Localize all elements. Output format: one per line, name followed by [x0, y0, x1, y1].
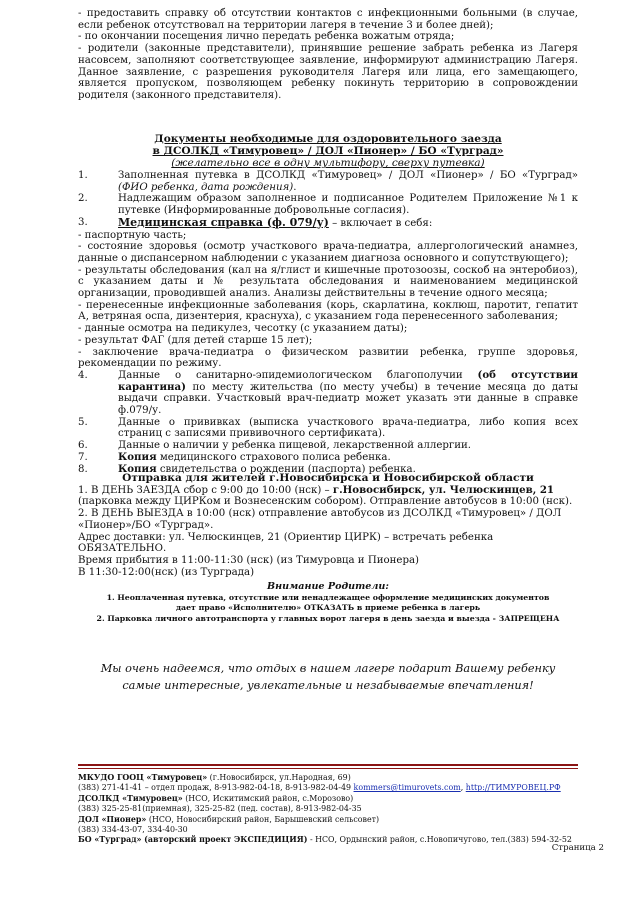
- attention-item: дает право «Исполнителю» ОТКАЗАТЬ в приеме ребенка в лагерь: [175, 603, 481, 612]
- closing-message: [78, 660, 578, 694]
- list-item: 3. Медицинская справка (ф. 079/у) – включает в себя:: [78, 215, 433, 229]
- footer-line: ДСОЛКД «Тимуровец» (НСО, Искитимский район, с.Морозово): [78, 793, 354, 803]
- departure-line: Время прибытия в 11:00-11:30 (нск) (из Тимуровца и Пионера): [78, 554, 420, 566]
- documents-heading: [78, 133, 578, 170]
- med-line: - перенесенные инфекционные заболевания (корь, скарлатина, коклюш, паротит, гепатит А, ветряная оспа, дизентерия, краснуха), с указанием года перенесенного заболевания;: [78, 299, 578, 323]
- attention-heading: Внимание Родители:: [267, 581, 389, 592]
- departure-line: В 11:30-12:00(нск) (из Турграда): [78, 566, 255, 578]
- departure-line: 2. В ДЕНЬ ВЫЕЗДА в 10:00 (нск) отправление автобусов из ДСОЛКД «Тимуровец» / ДОЛ «Пионер»/БО «Турград».: [78, 508, 562, 531]
- website-link[interactable]: http://ТИМУРОВЕЦ.РФ: [465, 783, 561, 793]
- list-item: 5. Данные о прививках (выписка участкового врача-педиатра, либо копия всех страниц с записями прививочного сертификата).: [78, 416, 578, 440]
- list-item: 4. Данные о санитарно-эпидемиологическом благополучии (об отсутствии карантина) по месту жительства (по месту учебы) в течение месяца до даты выдачи справки. Участковый врач-педиатр может указать эти данные в справке ф.079/у.: [78, 368, 578, 417]
- departure-section: [78, 473, 578, 578]
- footer-line: БО «Турград» (авторский проект ЭКСПЕДИЦИЯ) - НСО, Ордынский район, с.Новопичугово, тел.(383) 594-32-52: [78, 835, 572, 845]
- departure-line: Адрес доставки: ул. Челюскинцев, 21 (Ориентир ЦИРК) – встречать ребенка ОБЯЗАТЕЛЬНО.: [78, 531, 494, 555]
- list-item: 6. Данные о наличии у ребенка пищевой, лекарственной аллергии.: [78, 440, 472, 452]
- med-line: - состояние здоровья (осмотр участкового врача-педиатра, аллергологический анамнез, данные о диспансерном наблюдении с указанием диагноза основного и сопутствующего);: [78, 241, 578, 264]
- footer-divider: [78, 768, 578, 769]
- attention-item: 1. Неоплаченная путевка, отсутствие или ненадлежащее оформление медицинских документов: [106, 592, 550, 602]
- intro-paragraph: - родители (законные представители), принявшие решение забрать ребенка из Лагеря насовсем, заполняют соответствующее заявление, информируют администрацию Лагеря. Данное заявление, с разрешения руководителя Лагеря или лица, его замещающего, является пропуском, позволяющем ребенку покинуть территорию в сопровождении родителя (законного представителя).: [78, 43, 578, 101]
- departure-line: (парковка между ЦИРКом и Вознесенским собором). Отправление автобусов в 10:00 (нск).: [78, 496, 573, 508]
- documents-heading-note: (желательно все в одну мультифору, сверху путевка): [171, 157, 485, 170]
- intro-paragraph: - по окончании посещения лично передать ребенка вожатым отряда;: [78, 31, 455, 43]
- footer-line: (383) 334-43-07, 334-40-30: [78, 825, 188, 835]
- list-item: 7. Копия медицинского страхового полиса ребенка.: [78, 450, 391, 463]
- med-line: - данные осмотра на педикулез, чесотку (с указанием даты);: [78, 323, 408, 335]
- attention-section: [78, 582, 578, 624]
- footer-line: (383) 325-25-81(приемная), 325-25-82 (пед. состав), 8-913-982-04-35: [78, 804, 362, 814]
- email-link[interactable]: kommers@timurovets.com: [353, 783, 461, 793]
- med-line: - заключение врача-педиатра о физическом развитии ребенка, группе здоровья, рекомендации по режиму.: [78, 346, 578, 370]
- documents-heading-line1: Документы необходимые для оздоровительного заезда: [154, 133, 502, 145]
- list-item: 1. Заполненная путевка в ДСОЛКД «Тимуровец» / ДОЛ «Пионер» / БО «Турград» (ФИО ребенка, дата рождения).: [78, 170, 578, 193]
- footer-line: ДОЛ «Пионер» (НСО, Новосибирский район, Барышевский сельсовет): [78, 814, 380, 824]
- attention-item: 2. Парковка личного автотранспорта у главных ворот лагеря в день заезда и выезда - ЗАПРЕЩЕНА: [96, 613, 560, 623]
- closing-line: Мы очень надеемся, что отдых в нашем лагере подарит Вашему ребенку: [100, 662, 556, 675]
- departure-line: 1. В ДЕНЬ ЗАЕЗДА сбор с 9:00 до 10:00 (нск) – г.Новосибирск, ул. Челюскинцев, 21: [78, 483, 555, 496]
- page-number: Страница 2: [551, 843, 604, 853]
- list-item: 8. Копия свидетельства о рождении (паспорта) ребенка.: [78, 462, 416, 475]
- intro-section: [78, 8, 578, 102]
- closing-line: самые интересные, увлекательные и незабываемые впечатления!: [122, 679, 534, 692]
- med-line: - результаты обследования (кал на я/глист и кишечные протозоозы, соскоб на энтеробиоз), с указанием даты и № результата обследования и наименованием медицинской организации, проводившей анализ. Анализы действительны в течение одного месяца;: [78, 264, 578, 300]
- list-item: 2. Надлежащим образом заполненное и подписанное Родителем Приложение №1 к путевке (Информированные добровольные согласия).: [78, 193, 578, 217]
- documents-list: [78, 170, 578, 475]
- footer-divider: [78, 764, 578, 766]
- documents-heading-line2: в ДСОЛКД «Тимуровец» / ДОЛ «Пионер» / БО «Турград»: [152, 145, 504, 158]
- intro-paragraph: - предоставить справку об отсутствии контактов с инфекционными больными (в случае, если ребенок отсутствовал на территории лагеря в течение 3 и более дней);: [78, 8, 578, 31]
- departure-heading: Отправка для жителей г.Новосибирска и Новосибирской области: [122, 472, 534, 484]
- med-line: - результат ФАГ (для детей старше 15 лет);: [78, 334, 313, 346]
- med-line: - паспортную часть;: [78, 229, 187, 241]
- footer: [78, 773, 578, 846]
- footer-line: МКУДО ГООЦ «Тимуровец» (г.Новосибирск, ул.Народная, 69): [78, 773, 351, 782]
- footer-line: (383) 271-41-41 – отдел продаж, 8-913-982-04-18, 8-913-982-04-49 kommers@timurovets.com, http://ТИМУРОВЕЦ.РФ: [78, 783, 561, 793]
